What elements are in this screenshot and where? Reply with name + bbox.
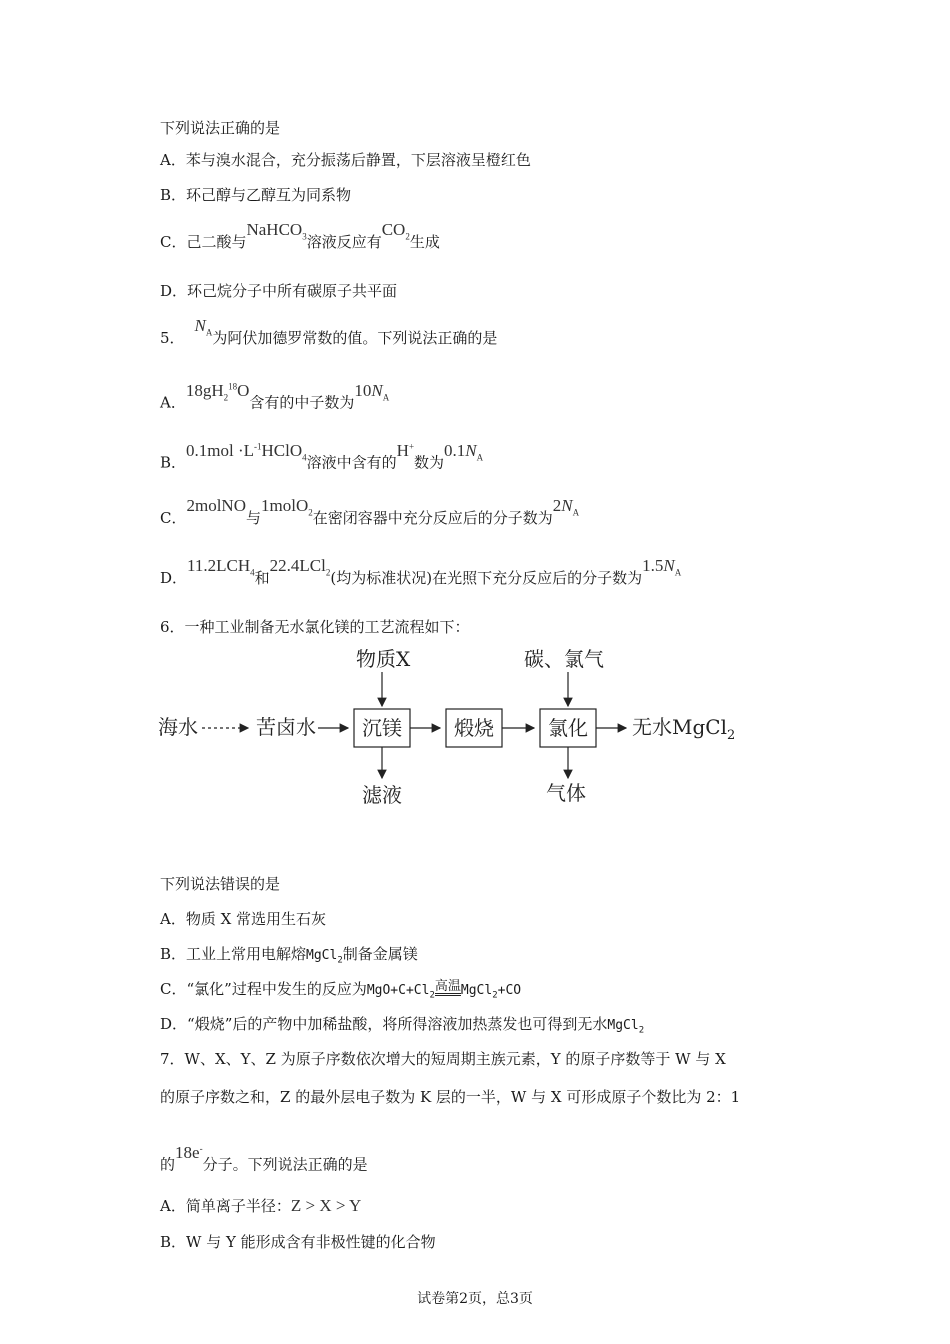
q5-option-c-label: C． — [160, 509, 187, 527]
q4-option-c-mid: 溶液反应有 — [306, 233, 382, 251]
page-footer: 试卷第2页，总3页 — [417, 1291, 533, 1307]
q7-stem-line2: 的原子序数之和，Z 的最外层电子数为 K 层的一半，W 与 X 可形成原子个数比为 2：1 — [160, 1088, 741, 1106]
q5-stem — [160, 316, 498, 354]
process-flow-diagram — [150, 640, 770, 820]
q5-d-value: $1.5N_A$ — [642, 556, 682, 578]
q5-option-c — [160, 496, 580, 534]
q6-option-d-pre: D．“煅烧”后的产物中加稀盐酸，将所得溶液加热蒸发也可得到无水 — [160, 1015, 608, 1033]
q5-option-b-text2: 数为 — [414, 453, 445, 472]
q6-option-b-pre: B．工业上常用电解熔 — [160, 945, 307, 963]
q5-option-a-label: A． — [160, 393, 186, 412]
q5-c-value: $2N_A$ — [552, 496, 580, 518]
cl2-volume: 22.4LCl$_2$ — [269, 556, 331, 578]
precip-label: 沉镁 — [362, 716, 402, 740]
q4-option-b: B．环己醇与乙醇互为同系物 — [160, 186, 352, 204]
calcine-label: 煅烧 — [454, 716, 494, 740]
co2-formula: $CO_2$ — [381, 220, 410, 242]
q5-option-a-text: 含有的中子数为 — [249, 393, 355, 412]
q7-option-b: B．W 与 Y 能形成含有非极性键的化合物 — [160, 1233, 436, 1251]
q5-option-d — [160, 556, 682, 594]
mgcl2-formula-d: MgCl$_2$ — [607, 1018, 645, 1036]
product-label: 无水MgCl$_2$ — [632, 715, 736, 743]
reactants-formula: $MgO+C+Cl_2$ — [366, 983, 435, 1001]
q4-stem: 下列说法正确的是 — [160, 119, 281, 137]
q5-option-d-label: D． — [160, 569, 188, 587]
q5-number: 5． — [160, 329, 185, 347]
q6-option-d — [160, 1014, 644, 1041]
q4-option-c — [160, 220, 440, 258]
q5-option-d-text2: (均为标准状况)在光照下充分反应后的分子数为 — [330, 569, 643, 587]
q6-option-c — [160, 979, 521, 1006]
q5-option-a — [160, 380, 390, 419]
hclo4-solution: $0.1mol \cdot L^{-1}HClO_4$ — [186, 440, 307, 463]
na-symbol: $N_A$ — [194, 316, 213, 338]
seawater-label: 海水 — [158, 715, 198, 739]
q7-option-a — [160, 1196, 361, 1216]
q6-option-b-post: 制备金属镁 — [342, 945, 418, 963]
q5-stem-text: 为阿伏加德罗常数的值。下列说法正确的是 — [212, 329, 498, 347]
q5-b-value: $0.1N_A$ — [444, 440, 484, 463]
q5-option-b-label: B． — [160, 453, 187, 472]
q5-option-b-text: 溶液中含有的 — [306, 453, 397, 472]
heavy-water-formula: $18gH_2^{18}O$ — [185, 380, 250, 403]
products-formula: MgCl$_2$+CO — [460, 983, 522, 1001]
q6-question: 下列说法错误的是 — [160, 875, 281, 893]
q7-line3-post: 分子。下列说法正确的是 — [202, 1155, 368, 1174]
q5-a-value: $10N_A$ — [354, 380, 390, 403]
nahco3-formula: NaHCO$_3$ — [246, 220, 307, 242]
h-ion: H+ — [396, 440, 415, 460]
q6-option-a: A．物质 X 常选用生石灰 — [160, 910, 327, 928]
q4-option-c-post: 生成 — [409, 233, 440, 251]
q7-stem-line3 — [160, 1142, 368, 1175]
q6-stem: 6．一种工业制备无水氯化镁的工艺流程如下： — [160, 618, 470, 636]
q5-option-d-text: 和 — [254, 569, 270, 587]
radius-order: Z > X > Y — [290, 1196, 362, 1215]
q7-stem-line1: 7．W、X、Y、Z 为原子序数依次增大的短周期主族元素，Y 的原子序数等于 W 与 X — [160, 1050, 726, 1068]
q7-line3-pre: 的 — [160, 1155, 176, 1174]
q5-option-b — [160, 440, 484, 479]
q6-option-b — [160, 944, 418, 971]
gas-label: 气体 — [546, 781, 586, 805]
mgcl2-formula: MgCl$_2$ — [306, 948, 343, 966]
no-amount: 2molNO — [186, 496, 246, 515]
bittern-label: 苦卤水 — [256, 715, 316, 739]
q7-option-a-pre: A．简单离子半径： — [160, 1197, 291, 1215]
q4-option-d: D．环己烷分子中所有碳原子共平面 — [160, 282, 398, 300]
filtrate-label: 滤液 — [362, 783, 402, 807]
q4-option-c-pre: C．己二酸与 — [160, 233, 247, 251]
o2-amount: 1molO$_2$ — [261, 496, 313, 518]
q4-option-a: A．苯与溴水混合，充分振荡后静置，下层溶液呈橙红色 — [160, 151, 531, 169]
reagent-cl-label: 碳、氯气 — [524, 647, 604, 671]
q5-option-c-text2: 在密闭容器中充分反应后的分子数为 — [312, 509, 553, 527]
electron-count: 18e- — [175, 1142, 203, 1162]
q6-option-c-pre: C．“氯化”过程中发生的反应为 — [160, 980, 367, 998]
reagent-x-label: 物质X — [356, 647, 411, 671]
ch4-volume: $11.2LCH_4$ — [187, 556, 255, 578]
chlorinate-label: 氯化 — [548, 716, 588, 740]
reaction-condition: 高温 — [434, 979, 461, 994]
q5-option-c-text: 与 — [245, 509, 261, 527]
